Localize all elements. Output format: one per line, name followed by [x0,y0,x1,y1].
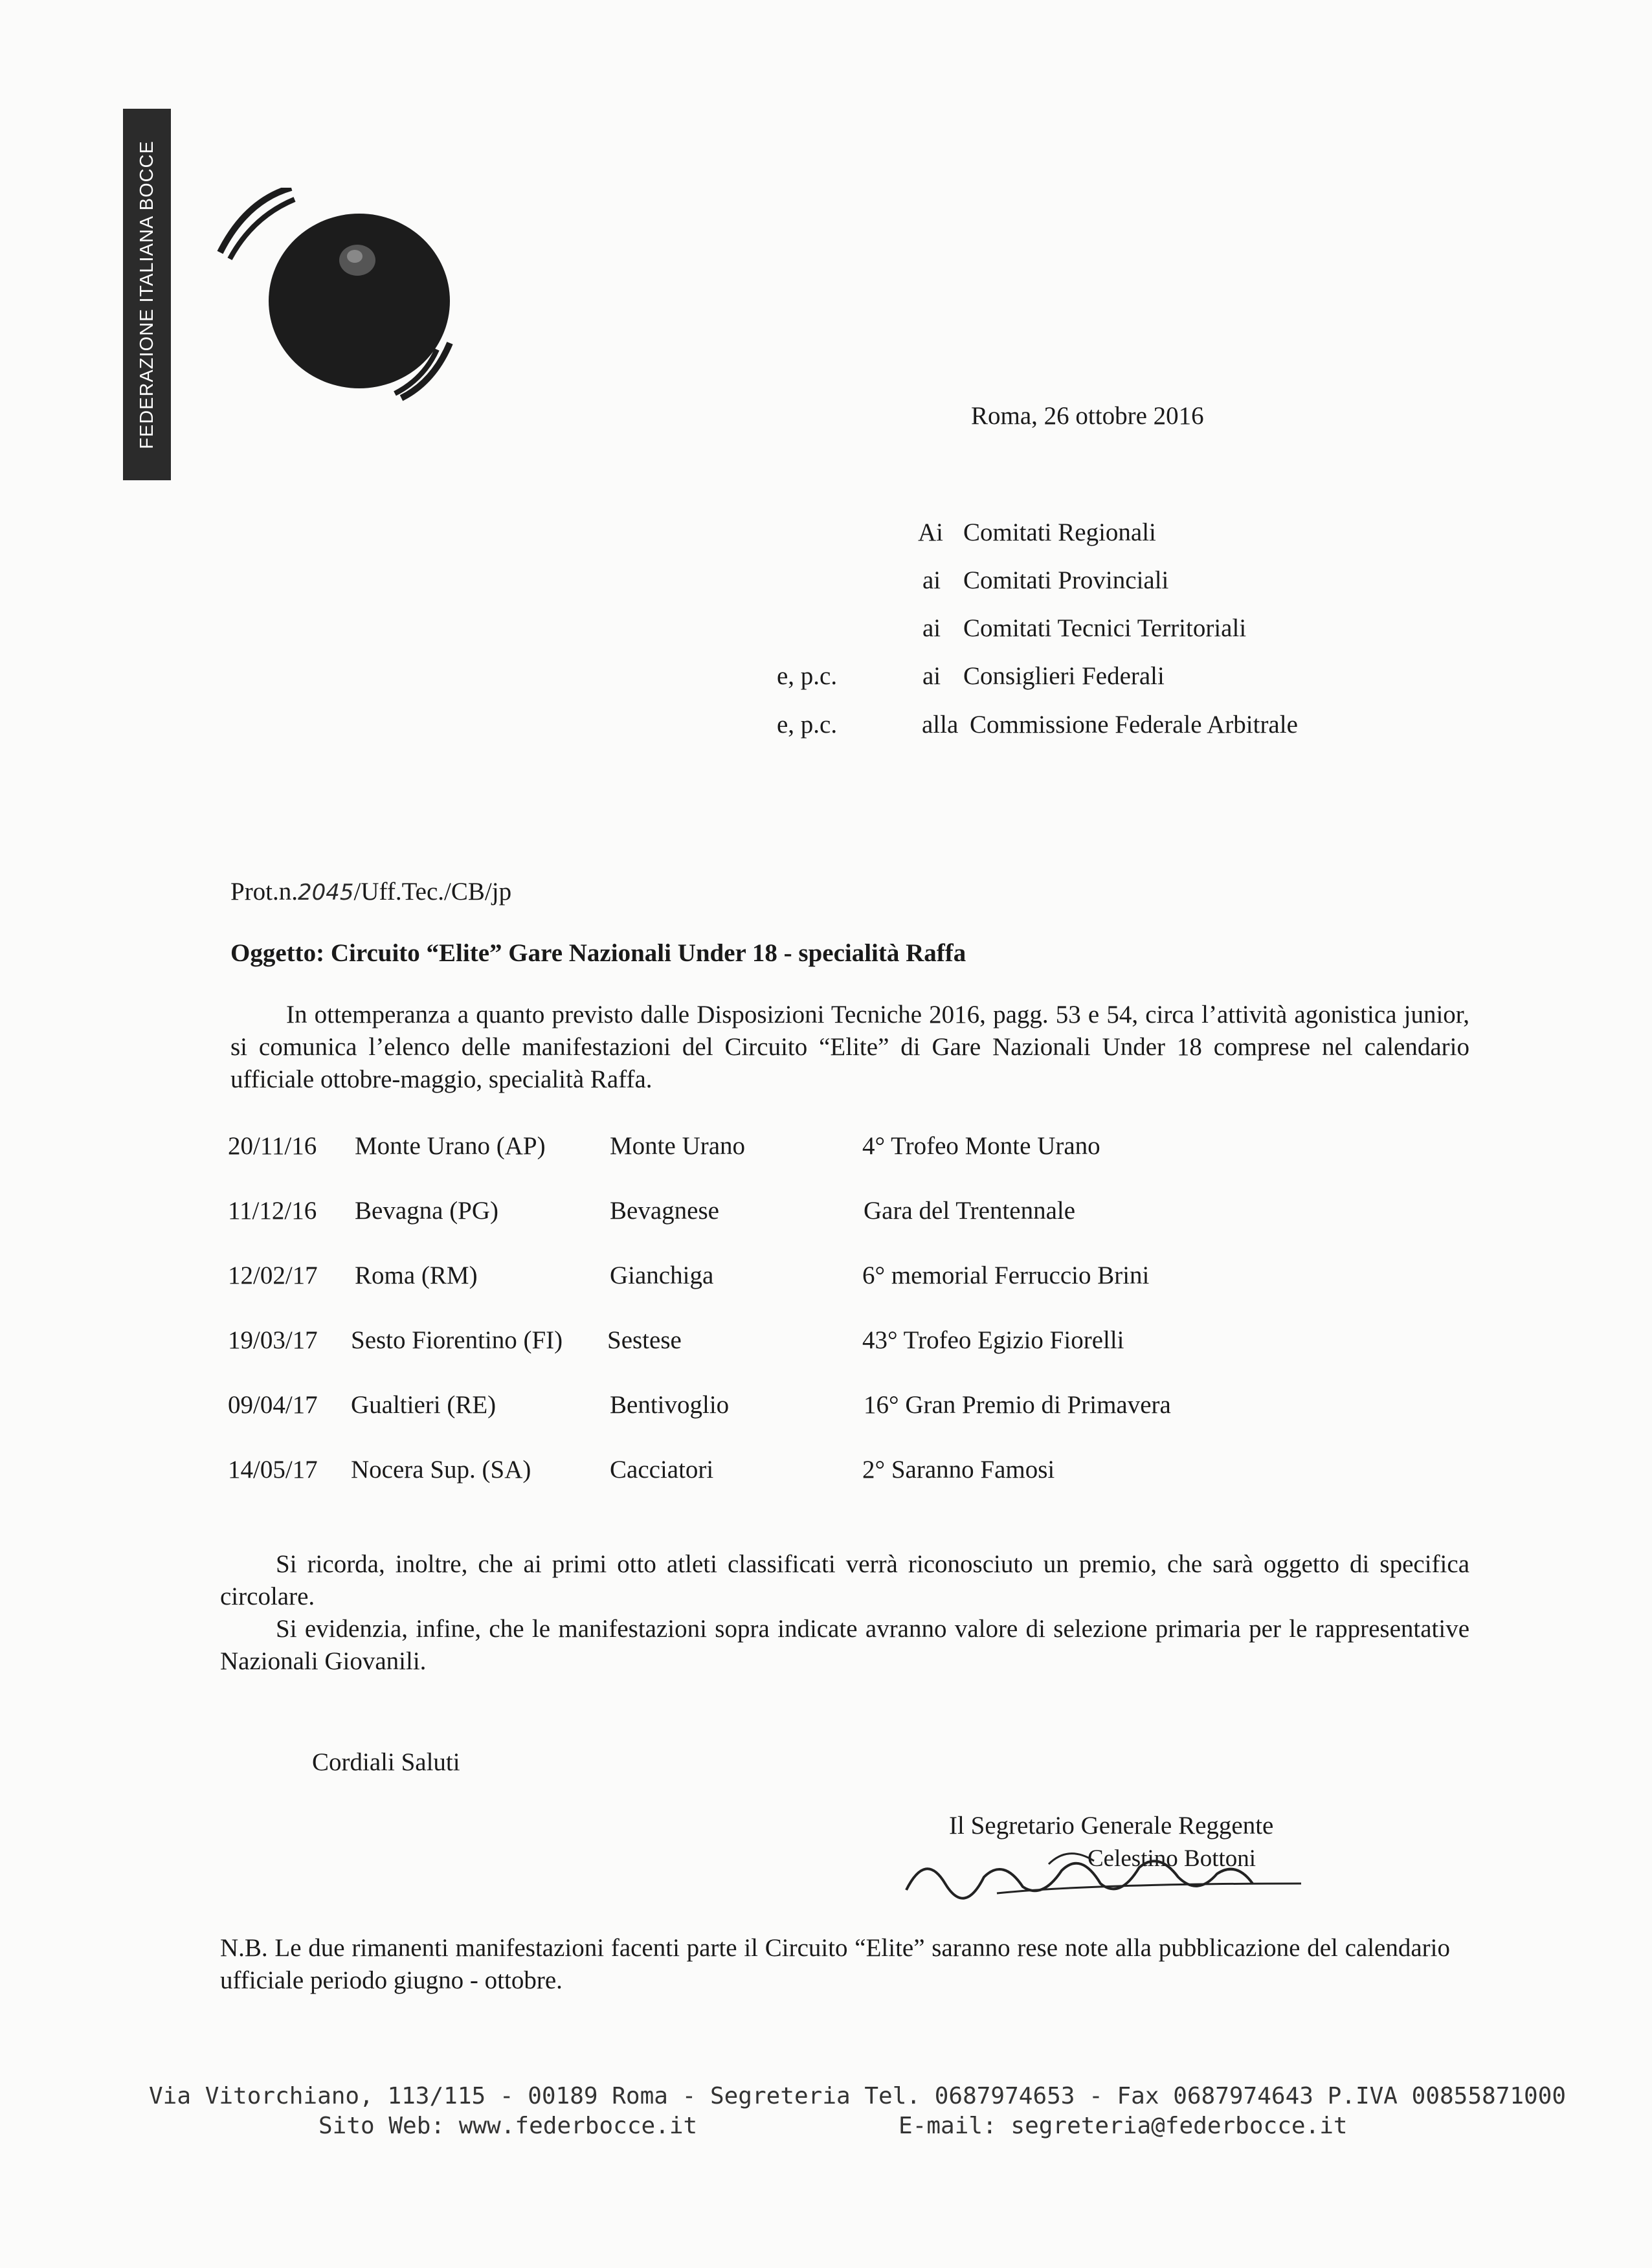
date-line: Roma, 26 ottobre 2016 [971,402,1204,430]
recipient-to: ai [922,566,941,594]
org-name-vertical: FEDERAZIONE ITALIANA BOCCE [136,140,157,449]
footer-email[interactable]: E-mail: segreteria@federbocce.it [899,2113,1348,2139]
protocol-handwritten-number: 2045 [298,880,354,906]
recipient-to: ai [922,614,941,642]
signature-name: Celestino Bottoni [1088,1845,1256,1872]
recipient-to: ai [922,662,941,690]
footer-website[interactable]: Sito Web: www.federbocce.it [318,2113,698,2139]
event-date: 19/03/17 [228,1326,318,1354]
handwritten-signature [900,1838,1314,1916]
recipient-to: alla [922,711,959,739]
event-name: 43° Trofeo Egizio Fiorelli [862,1326,1124,1354]
recipient-name: Comitati Tecnici Territoriali [963,614,1247,642]
event-name: 6° memorial Ferruccio Brini [862,1262,1150,1289]
paragraph-selection: Si evidenzia, infine, che le manifestazioni sopra indicate avranno valore di selezione primaria per le rappresentative Nazionali Giovanili. [220,1615,1469,1675]
event-club: Sestese [607,1326,682,1354]
recipient-prefix: e, p.c. [777,662,838,690]
protocol-prefix: Prot.n. [230,878,298,906]
signature-title: Il Segretario Generale Reggente [949,1812,1274,1840]
event-place: Nocera Sup. (SA) [351,1456,531,1484]
event-name: 2° Saranno Famosi [862,1456,1055,1484]
subject-line: Oggetto: Circuito “Elite” Gare Nazionali Under 18 - specialità Raffa [230,939,966,967]
recipient-name: Commissione Federale Arbitrale [970,711,1298,739]
event-date: 14/05/17 [228,1456,318,1484]
event-club: Monte Urano [610,1132,746,1160]
event-place: Monte Urano (AP) [355,1132,546,1160]
protocol-suffix: /Uff.Tec./CB/jp [353,878,512,906]
event-club: Bentivoglio [610,1391,730,1419]
event-name: Gara del Trentennale [864,1197,1076,1225]
event-place: Roma (RM) [355,1262,478,1289]
protocol-line [230,877,511,907]
paragraph-prize: Si ricorda, inoltre, che ai primi otto atleti classificati verrà riconosciuto un premio, che sarà oggetto di specifica circolare. [220,1550,1469,1610]
event-date: 09/04/17 [228,1391,318,1419]
event-club: Gianchiga [610,1262,714,1289]
event-place: Gualtieri (RE) [351,1391,497,1419]
event-date: 12/02/17 [228,1262,318,1289]
intro-paragraph: In ottemperanza a quanto previsto dalle Disposizioni Tecniche 2016, pagg. 53 e 54, circa l’attività agonistica junior, si comunica l’elenco delle manifestazioni del Circuito “Elite” di Gare Nazionali Under 18 comprese nel calendario ufficiale ottobre-maggio, specialità Raffa. [230,1001,1469,1093]
event-name: 4° Trofeo Monte Urano [862,1132,1100,1160]
event-name: 16° Gran Premio di Primavera [864,1391,1171,1419]
federation-logo-icon [207,188,453,401]
recipient-prefix: e, p.c. [777,711,838,739]
event-club: Cacciatori [610,1456,714,1484]
event-date: 20/11/16 [228,1132,317,1160]
event-date: 11/12/16 [228,1197,317,1225]
recipient-to: Ai [918,518,943,546]
event-place: Bevagna (PG) [355,1197,499,1225]
recipient-name: Comitati Regionali [963,518,1156,546]
footer-address: Via Vitorchiano, 113/115 - 00189 Roma - Segreteria Tel. 0687974653 - Fax 0687974643 P.IVA 00855871000 [149,2083,1567,2109]
recipient-name: Consiglieri Federali [963,662,1165,690]
nota-bene: N.B. Le due rimanenti manifestazioni facenti parte il Circuito “Elite” saranno rese note alla pubblicazione del calendario ufficiale periodo giugno - ottobre. [220,1934,1450,1994]
event-club: Bevagnese [610,1197,719,1225]
recipient-name: Comitati Provinciali [963,566,1169,594]
closing-salutation: Cordiali Saluti [312,1748,460,1776]
event-place: Sesto Fiorentino (FI) [351,1326,563,1354]
letterhead-band [123,109,171,480]
